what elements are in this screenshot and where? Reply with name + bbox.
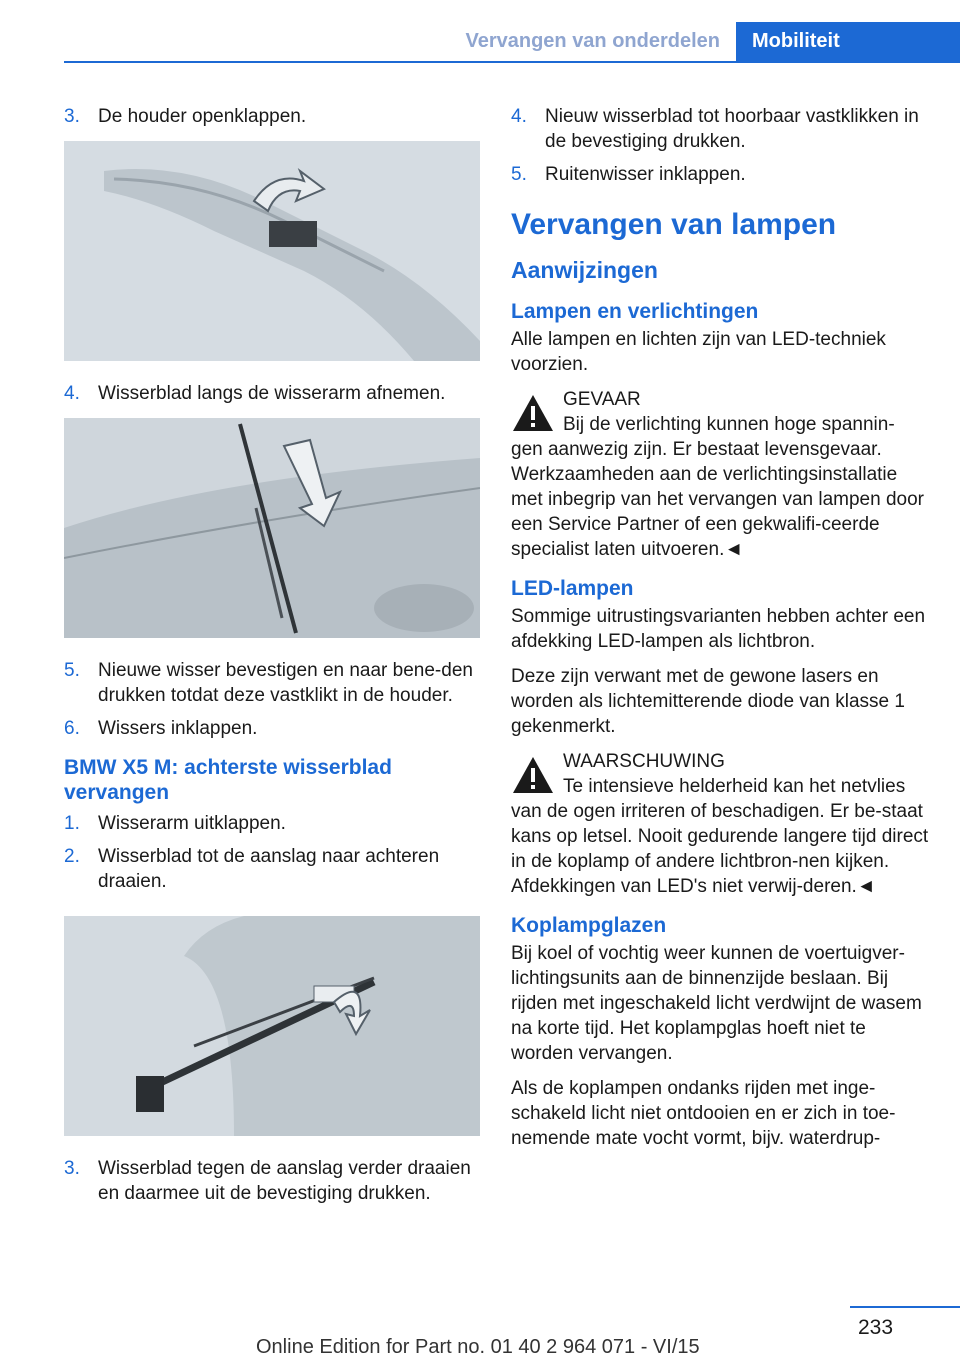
step-item [511,104,931,154]
koplamp-text: Als de koplampen ondanks rijden met inge-schakeld licht niet ontdooien en er zich in toe-nemende mate vocht vormt, bijv. waterdrup- [511,1078,896,1149]
chapter-heading: Vervangen van lampen [511,208,837,241]
warning-text: van de ogen irriteren of beschadigen. Er be-staat kans op letsel. Nooit gedurende langere tijd direct in de koplamp of andere lichtbron-nen kijken. Afdekkingen van LED's niet verwij-deren.◄ [511,801,929,897]
page-number: 233 [858,1316,894,1339]
section-title: BMW X5 M: achterste wisserblad vervangen [64,756,392,804]
warning-text: gen aanwezig zijn. Er bestaat levensgevaar. Werkzaamheden aan de verlichtingsinstallatie met inbegrip van het vervangen van lampen door een Service Partner of een gekwalifi-ceerde specialist laten uitvoeren.◄ [511,439,924,560]
step-number: 4. [64,383,80,404]
led-text: Deze zijn verwant met de gewone lasers en worden als lichtemitterende diode van klasse 1 gekenmerkt. [511,666,905,737]
subheading: Aanwijzingen [511,257,658,283]
lampen-title: Lampen en verlichtingen [511,300,759,323]
rear-wiper-illustration [64,916,480,1136]
step-text: Wisserblad tot de aanslag naar achteren draaien. [98,846,440,892]
warning-title: WAARSCHUWING [563,751,725,772]
warning-block [511,749,931,899]
page-number-rule [850,1306,960,1308]
warning-first-line: Te intensieve helderheid kan het netvlies [563,776,906,797]
step-text: Wisserblad tegen de aanslag verder draaien en daarmee uit de bevestiging drukken. [98,1158,471,1204]
koplamp-text: Bij koel of vochtig weer kunnen de voertuigver-lichtingsunits aan de binnenzijde beslaan. Bij rijden met ingeschakeld licht verdwijnt de wasem na korte tijd. Het koplampglas hoeft niet te worden vervangen. [511,943,922,1064]
step-item [64,381,482,406]
step-item [64,716,482,741]
step-text: Wisserblad langs de wisserarm afnemen. [98,383,446,404]
step-text: Nieuw wisserblad tot hoorbaar vastklikken in de bevestiging drukken. [545,106,919,152]
step-item [64,844,482,894]
step-number: 6. [64,718,80,739]
wiper-holder-illustration [64,141,480,361]
warning-triangle-icon [511,755,555,795]
edition-footer: Online Edition for Part no. 01 40 2 964 071 - VI/15 [256,1336,700,1358]
step-item [64,811,482,836]
step-number: 4. [511,106,527,127]
header-chapter-label: Mobiliteit [752,30,840,52]
koplamp-title: Koplampglazen [511,914,667,937]
step-text: Wissers inklappen. [98,718,258,739]
step-item [64,104,482,129]
step-text: Ruitenwisser inklappen. [545,164,746,185]
step-number: 5. [511,164,527,185]
step-number: 3. [64,106,80,127]
lampen-text: Alle lampen en lichten zijn van LED-techniek voorzien. [511,329,886,375]
warning-block [511,387,931,562]
led-title: LED-lampen [511,577,634,600]
step-number: 5. [64,660,80,681]
warning-first-line: Bij de verlichting kunnen hoge spannin- [563,414,895,435]
step-text: De houder openklappen. [98,106,307,127]
warning-triangle-icon [511,393,555,433]
step-number: 3. [64,1158,80,1179]
header-section-tab [436,0,736,62]
warning-title: GEVAAR [563,389,641,410]
step-number: 1. [64,813,80,834]
step-text: Wisserarm uitklappen. [98,813,286,834]
led-text: Sommige uitrustingsvarianten hebben achter een afdekking LED-lampen als lichtbron. [511,606,926,652]
step-item [511,162,931,187]
step-item [64,658,482,708]
left-column [64,104,482,1214]
right-column [511,104,931,1161]
header-rule [64,61,960,63]
step-text: Nieuwe wisser bevestigen en naar bene-den drukken totdat deze vastklikt in de houder. [98,660,473,706]
windshield-wiper-illustration [64,418,480,638]
header-section-label: Vervangen van onderdelen [465,30,720,52]
header-chapter-tab [736,22,960,62]
step-number: 2. [64,846,80,867]
step-item [64,1156,482,1206]
